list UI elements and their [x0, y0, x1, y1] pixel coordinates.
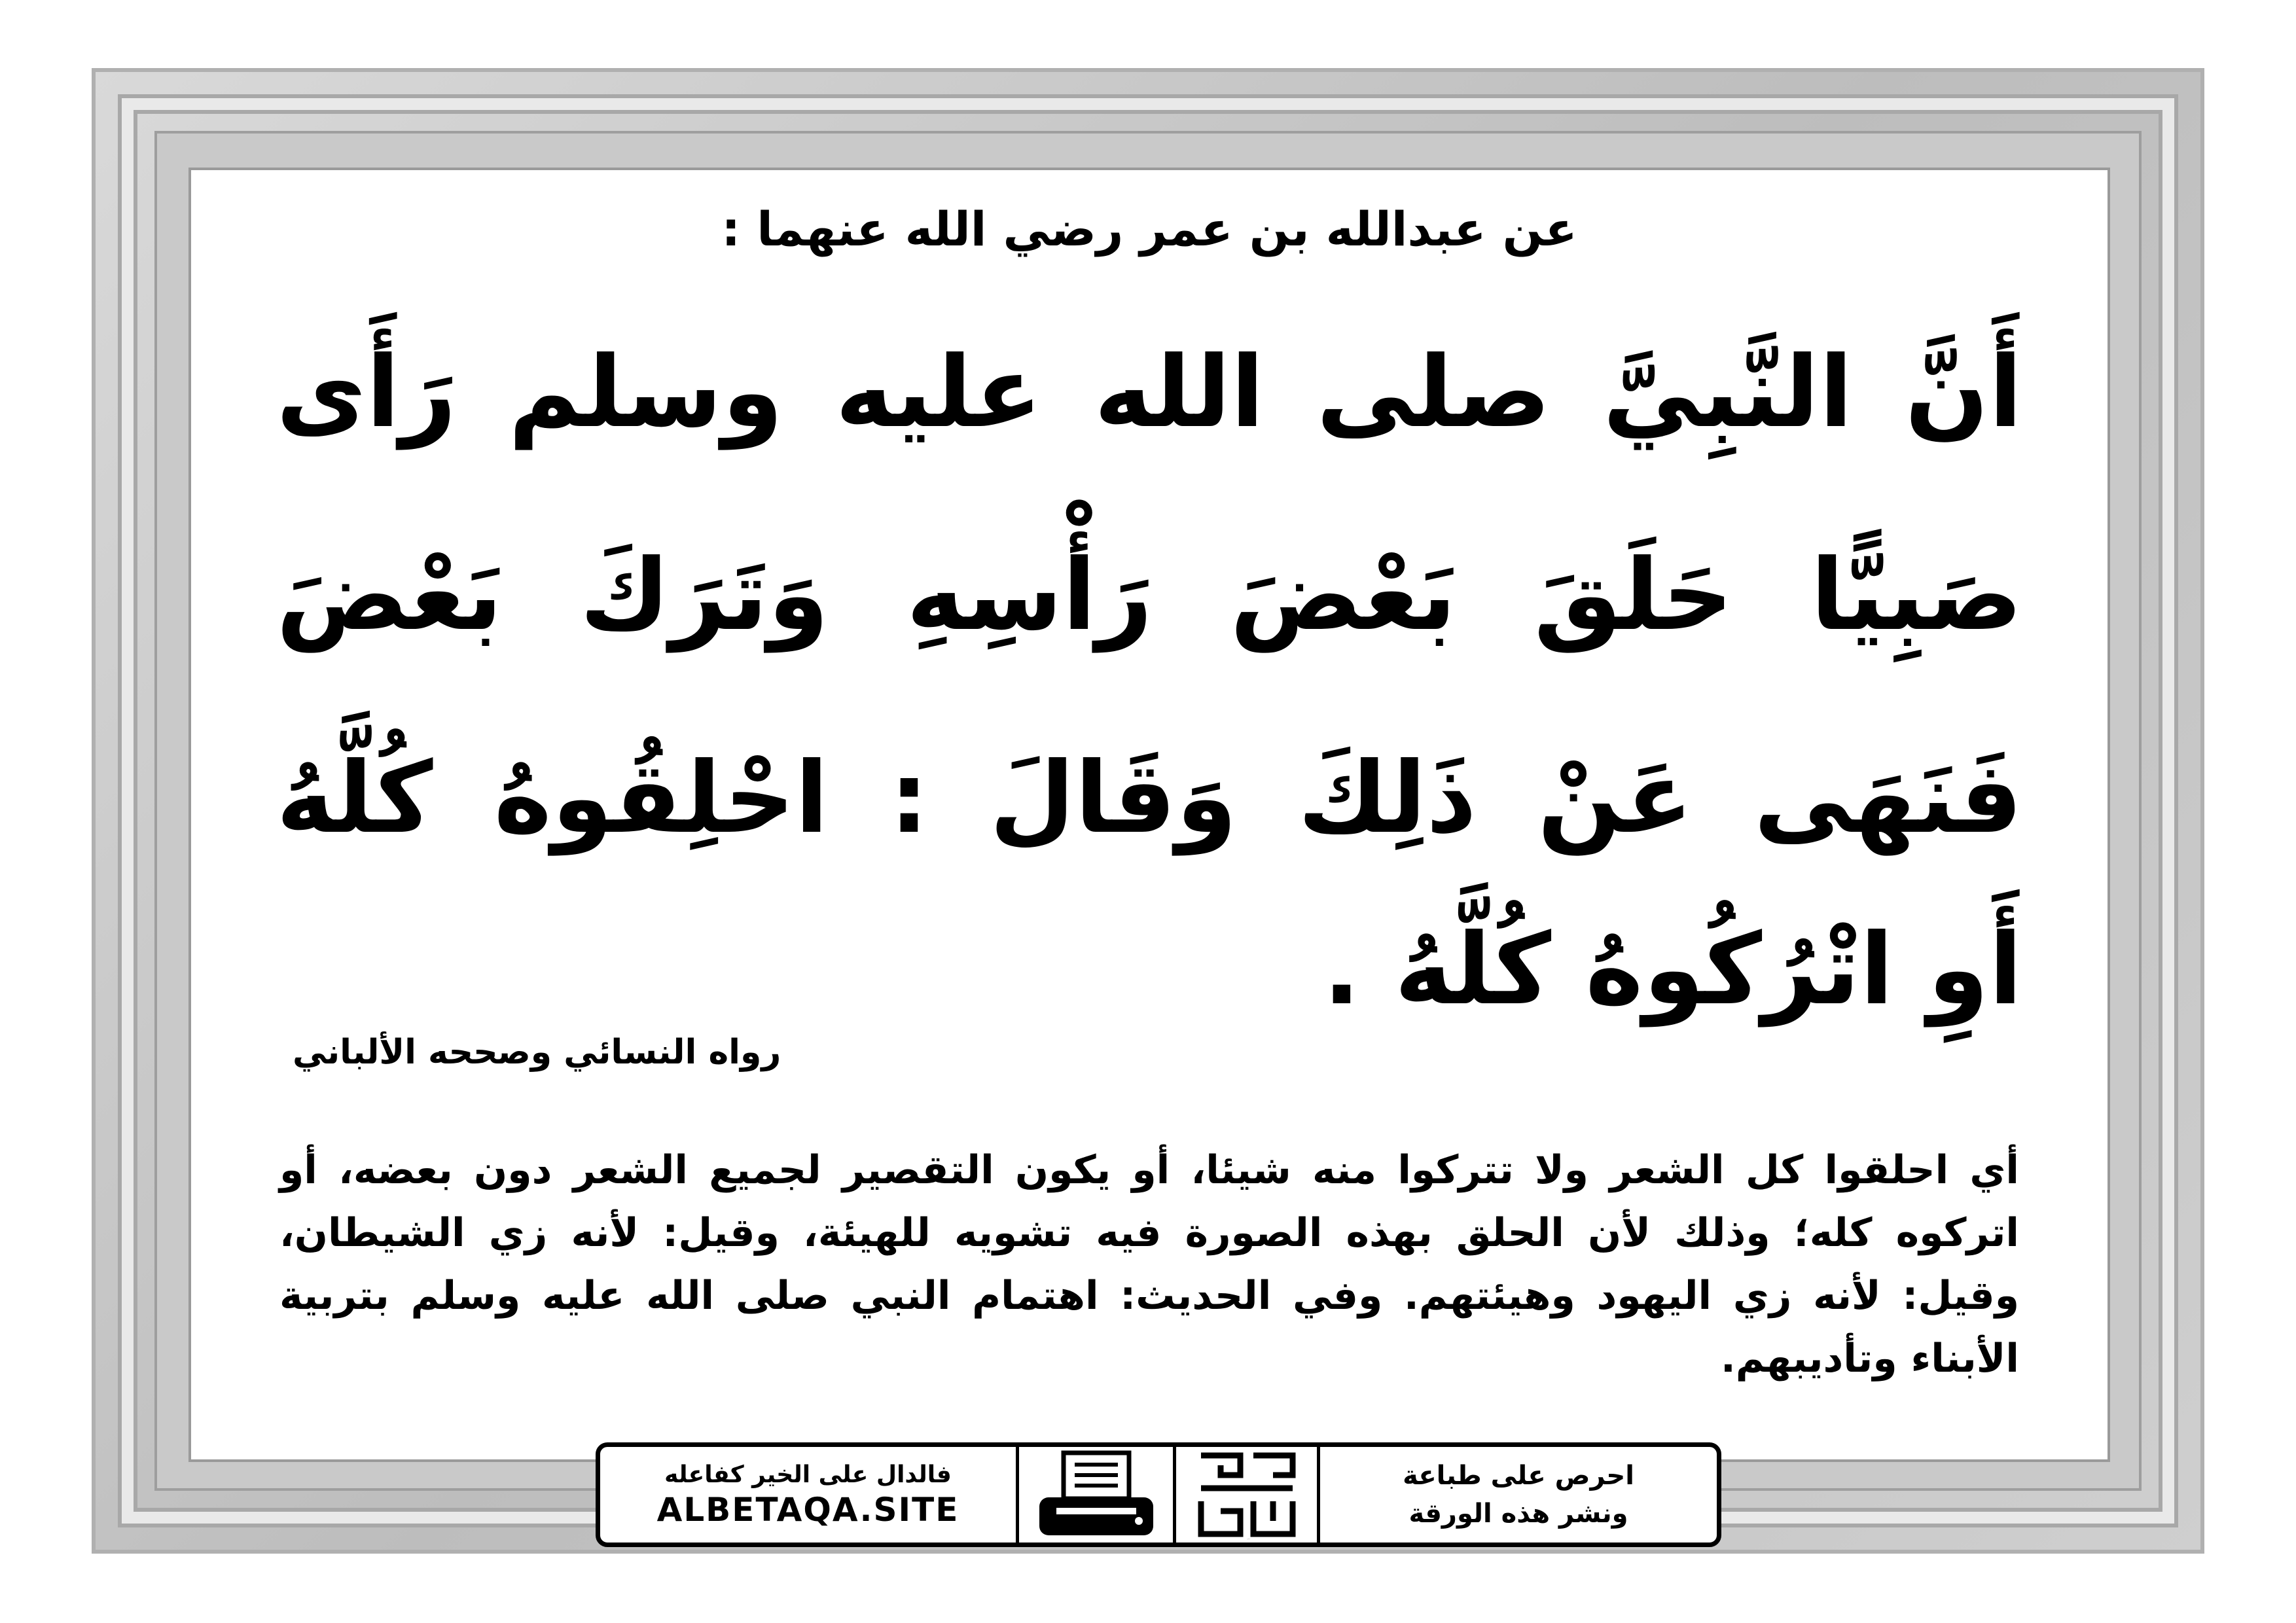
- hadith-source: رواه النسائي وصححه الألباني: [293, 1033, 781, 1072]
- footer-tagline: فالدال على الخير كفاعله: [664, 1461, 952, 1488]
- footer-printer-block: [1019, 1447, 1176, 1543]
- footer-note-line-1: احرص على طباعة: [1403, 1461, 1634, 1491]
- hadith-line-1: أَنَّ النَّبِيَّ صلى الله عليه وسلم رَأَى: [276, 336, 2022, 450]
- printer-icon: [1034, 1449, 1158, 1541]
- footer-bar: [596, 1442, 1721, 1547]
- site-url[interactable]: ALBETAQA.SITE: [656, 1490, 960, 1529]
- footer-note-line-2: ونشر هذه الورقة: [1408, 1499, 1628, 1529]
- hadith-line-2: صَبِيًّا حَلَقَ بَعْضَ رَأْسِهِ وَتَرَكَ بَعْضَ: [276, 539, 2022, 652]
- card-content: [191, 170, 2108, 1459]
- dawah-logo: [1194, 1449, 1299, 1541]
- hadith-line-3: فَنَهَى عَنْ ذَلِكَ وَقَالَ : احْلِقُوهُ كُلَّهُ: [276, 741, 2022, 855]
- logo-text: دعوة الورقة: [1246, 1539, 1250, 1540]
- hadith-explanation: أي احلقوا كل الشعر ولا تتركوا منه شيئا، أو يكون التقصير لجميع الشعر دون بعضه، أو اتركوه كله؛ وذلك لأن الحلق بهذه الصورة فيه تشويه للهيئة، وقيل: لأنه زي الشيطان، وقيل: لأنه زي اليهود وهيئتهم. وفي الحديث: اهتمام النبي صلى الله عليه وسلم بتربية الأبناء وتأديبهم.: [279, 1147, 2019, 1382]
- card-paper: [188, 168, 2110, 1462]
- footer-note-block: [1320, 1447, 1717, 1543]
- hadith-text: [276, 294, 2022, 903]
- footer-logo-block: [1176, 1447, 1320, 1543]
- narrator-line: عن عبدالله بن عمر رضي الله عنهما :: [721, 202, 1577, 257]
- hadith-line-4: أَوِ اتْرُكُوهُ كُلَّهُ .: [1323, 913, 2022, 1027]
- footer-site-block: [600, 1447, 1019, 1543]
